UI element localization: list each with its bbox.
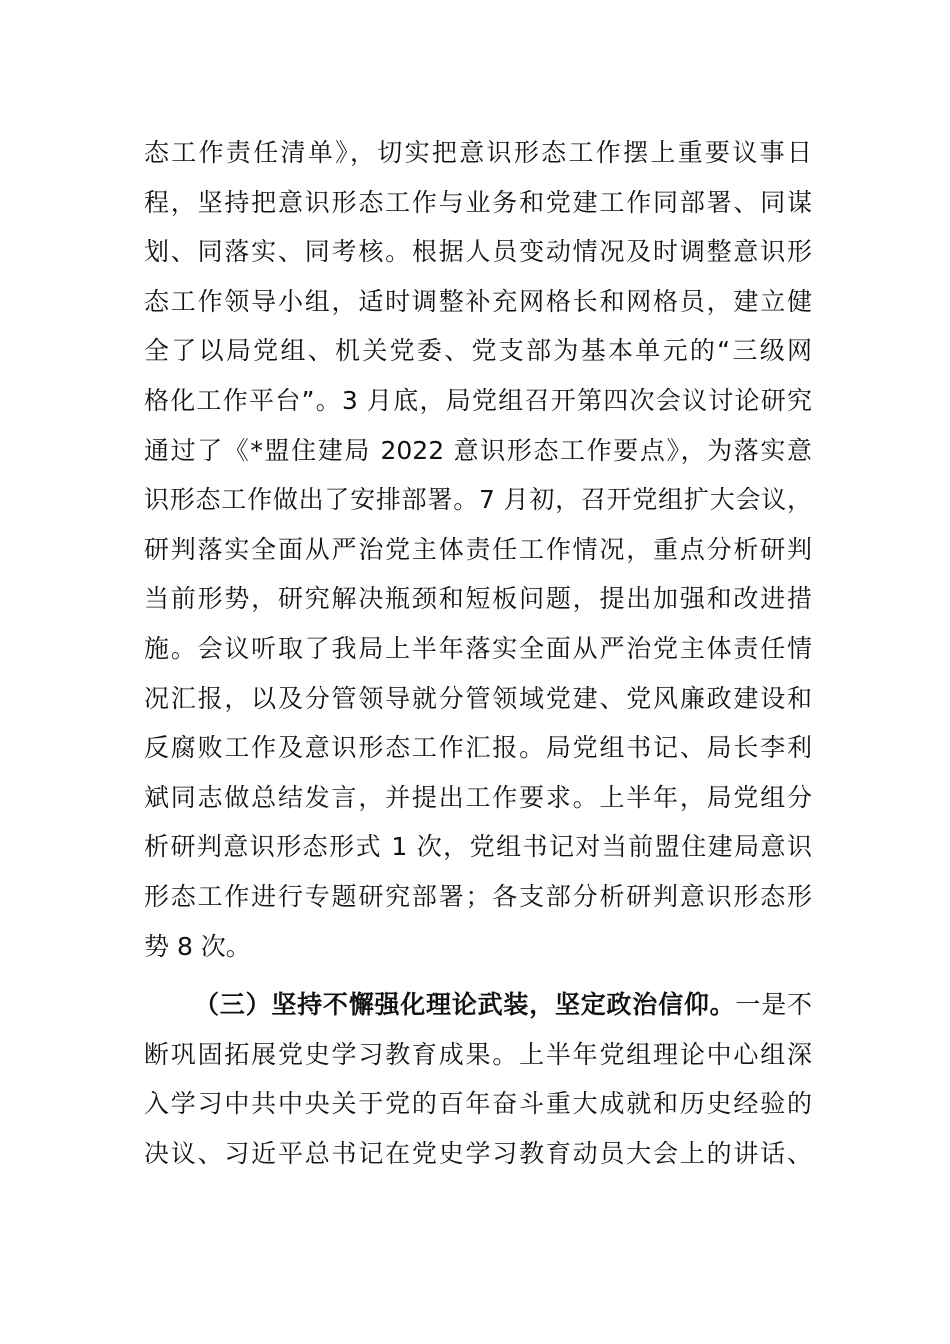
text-line-last: 势 8 次。 [144,931,251,961]
text-line: 通过了《*盟住建局 2022 意识形态工作要点》，为落实意 [144,435,812,465]
section-heading: （三）坚持不懈强化理论武装，坚定政治信仰。 [194,990,736,1020]
paragraph-first-line [144,980,812,1030]
text-line: 识形态工作做出了安排部署。7 月初，召开党组扩大会议， [144,485,812,515]
text-line: 当前形势，研究解决瓶颈和短板问题，提出加强和改进措 [144,584,812,614]
text-line: 析研判意识形态形式 1 次，党组书记对当前盟住建局意识 [144,832,812,862]
text-line: 格化工作平台”。3 月底，局党组召开第四次会议讨论研究 [144,385,812,415]
text-line: 决议、习近平总书记在党史学习教育动员大会上的讲话、 [144,1138,812,1168]
text-line: 研判落实全面从严治党主体责任工作情况，重点分析研判 [144,534,812,564]
text-line: 反腐败工作及意识形态工作汇报。局党组书记、局长李利 [144,733,812,763]
text-line: 态工作责任清单》，切实把意识形态工作摆上重要议事日 [144,138,812,167]
section-lead-text: 一是不 [735,990,812,1020]
text-line: 程，坚持把意识形态工作与业务和党建工作同部署、同谋 [144,187,812,217]
text-line: 入学习中共中央关于党的百年奋斗重大成就和历史经验的 [144,1089,812,1119]
text-line: 施。会议听取了我局上半年落实全面从严治党主体责任情 [144,633,812,663]
text-line: 断巩固拓展党史学习教育成果。上半年党组理论中心组深 [144,1039,812,1069]
paragraph-spacer [144,971,812,980]
text-line: 划、同落实、同考核。根据人员变动情况及时调整意识形 [144,237,812,267]
document-body [144,128,812,1178]
text-line: 全了以局党组、机关党委、党支部为基本单元的“三级网 [144,336,812,366]
paragraph-theory-study [144,980,812,1178]
text-line: 形态工作进行专题研究部署；各支部分析研判意识形态形 [144,881,812,911]
paragraph-ideology-work [144,128,812,971]
text-line: 斌同志做总结发言，并提出工作要求。上半年，局党组分 [144,782,812,812]
text-line: 态工作领导小组，适时调整补充网格长和网格员，建立健 [144,286,812,316]
text-line: 况汇报，以及分管领导就分管领域党建、党风廉政建设和 [144,683,812,713]
